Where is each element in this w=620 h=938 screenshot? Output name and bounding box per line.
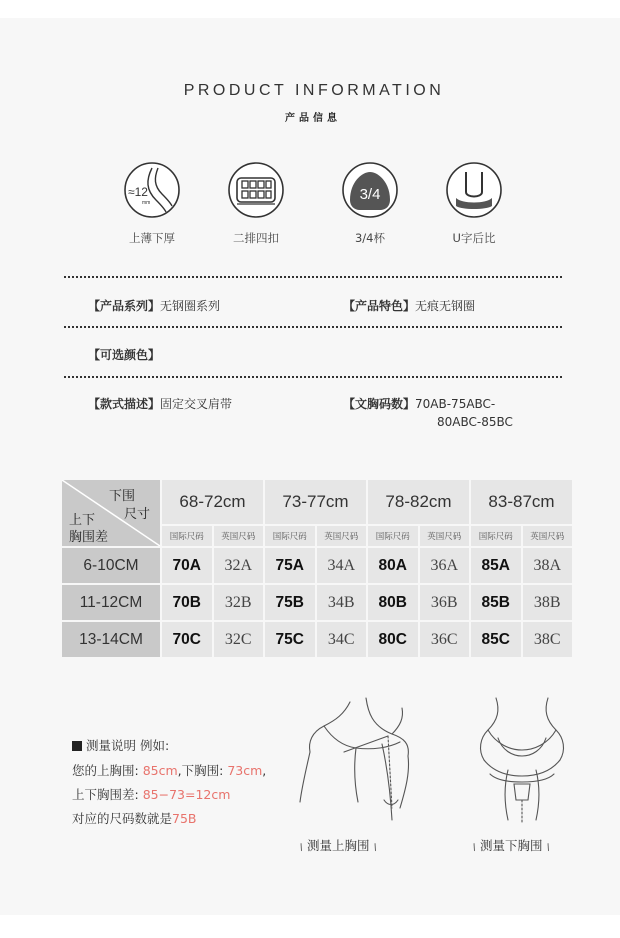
svg-text:≈12: ≈12 (128, 185, 148, 199)
feature-label: U字后比 (452, 231, 496, 245)
cup-difference: 6-10CM (62, 548, 160, 583)
size-uk: 32A (214, 548, 264, 583)
size-uk: 38C (523, 622, 573, 657)
info-key: 【款式描述】 (88, 397, 161, 411)
caption-text: 测量下胸围 (480, 838, 543, 853)
svg-text:3/4: 3/4 (359, 186, 381, 203)
feature-cup (320, 160, 420, 246)
bra-sizes-continued (437, 415, 513, 429)
table-row (62, 585, 572, 620)
table-corner (62, 480, 160, 546)
measure-line (72, 785, 230, 803)
band-range: 73-77cm (265, 480, 366, 524)
page-title: PRODUCT INFORMATION (183, 82, 445, 99)
corner-label: 胸围差 (69, 529, 109, 544)
cup-difference: 11-12CM (62, 585, 160, 620)
sub-header-intl: 国际尺码 (162, 526, 212, 546)
sub-header-intl: 国际尺码 (265, 526, 315, 546)
feature-label: 上薄下厚 (129, 231, 175, 245)
measure-text: , (262, 763, 267, 778)
info-value: 无痕无钢圈 (415, 299, 476, 313)
measure-line (72, 761, 266, 779)
bra-sizes (343, 395, 495, 412)
divider (64, 376, 562, 378)
info-value: 无钢圈系列 (160, 299, 221, 313)
table-row (62, 548, 572, 583)
bottom-band (0, 915, 620, 938)
square-bullet-icon (72, 741, 82, 751)
page-subtitle: 产品信息 (285, 113, 341, 124)
feature-u-back (424, 160, 524, 246)
size-uk: 36C (420, 622, 470, 657)
size-uk: 32C (214, 622, 264, 657)
measure-heading (72, 736, 169, 754)
divider (64, 326, 562, 328)
sub-header-uk: 英国尺码 (523, 526, 573, 546)
top-band (0, 0, 620, 18)
info-value: 固定交叉肩带 (160, 397, 233, 411)
feature-hook (206, 160, 306, 246)
tick-icon: / (298, 842, 305, 854)
measure-value: 75B (172, 811, 197, 826)
tick-icon: / (471, 842, 478, 854)
sub-header-intl: 国际尺码 (471, 526, 521, 546)
size-intl: 70B (162, 585, 212, 620)
tick-icon: / (544, 842, 552, 854)
style-description (88, 395, 232, 412)
corner-label: 下围 (109, 488, 136, 503)
u-back-icon (444, 160, 504, 220)
size-intl: 75C (265, 622, 315, 657)
cup-difference: 13-14CM (62, 622, 160, 657)
feature-label: 3/4杯 (354, 231, 385, 245)
info-value: 70AB-75ABC- (415, 397, 496, 411)
size-intl: 85B (471, 585, 521, 620)
tick-icon: / (371, 842, 379, 854)
size-table (60, 478, 574, 659)
product-series (88, 297, 220, 314)
size-intl: 75A (265, 548, 315, 583)
size-intl: 80A (368, 548, 418, 583)
cup-three-quarter-icon (340, 160, 400, 220)
measure-line (72, 809, 197, 827)
upper-bust-illustration (296, 690, 436, 825)
size-intl: 85A (471, 548, 521, 583)
caption-text: 测量上胸围 (307, 838, 370, 853)
sub-header-intl: 国际尺码 (368, 526, 418, 546)
size-intl: 85C (471, 622, 521, 657)
measure-text: ,下胸围: (177, 763, 228, 778)
band-range: 68-72cm (162, 480, 263, 524)
corner-label: 尺寸 (124, 506, 151, 521)
size-uk: 36A (420, 548, 470, 583)
size-uk: 38A (523, 548, 573, 583)
svg-text:mm: mm (142, 200, 151, 206)
measure-value: 73cm (227, 763, 263, 778)
size-uk: 34B (317, 585, 367, 620)
divider (64, 276, 562, 278)
info-key: 【文胸码数】 (343, 397, 416, 411)
size-uk: 38B (523, 585, 573, 620)
thickness-icon (122, 160, 182, 220)
feature-label: 二排四扣 (233, 231, 279, 245)
sub-header-uk: 英国尺码 (214, 526, 264, 546)
info-value: 80ABC-85BC (437, 415, 513, 429)
size-uk: 32B (214, 585, 264, 620)
size-intl: 70A (162, 548, 212, 583)
table-row (62, 622, 572, 657)
size-intl: 80B (368, 585, 418, 620)
available-colors (88, 346, 160, 363)
sub-header-uk: 英国尺码 (317, 526, 367, 546)
measure-value: 85cm (142, 763, 178, 778)
band-range: 83-87cm (471, 480, 572, 524)
measure-text: 您的上胸围: (72, 763, 143, 778)
band-range: 78-82cm (368, 480, 469, 524)
info-key: 【产品系列】 (88, 299, 161, 313)
size-uk: 36B (420, 585, 470, 620)
size-uk: 34A (317, 548, 367, 583)
measure-text: 上下胸围差: (72, 787, 143, 802)
sub-header-uk: 英国尺码 (420, 526, 470, 546)
corner-label: 上下 (69, 512, 96, 527)
caption-lower-bust (473, 836, 550, 854)
info-key: 【产品特色】 (343, 299, 416, 313)
feature-thickness (102, 160, 202, 246)
measure-value: 85−73=12cm (142, 787, 231, 802)
size-intl: 70C (162, 622, 212, 657)
caption-upper-bust (300, 836, 377, 854)
size-intl: 80C (368, 622, 418, 657)
hook-clasp-icon (226, 160, 286, 220)
size-intl: 75B (265, 585, 315, 620)
product-feature (343, 297, 475, 314)
measure-text: 对应的尺码数就是 (72, 811, 173, 826)
size-uk: 34C (317, 622, 367, 657)
measure-heading-text: 测量说明 例如: (86, 738, 170, 753)
lower-bust-illustration (468, 690, 578, 825)
info-key: 【可选颜色】 (88, 348, 161, 362)
